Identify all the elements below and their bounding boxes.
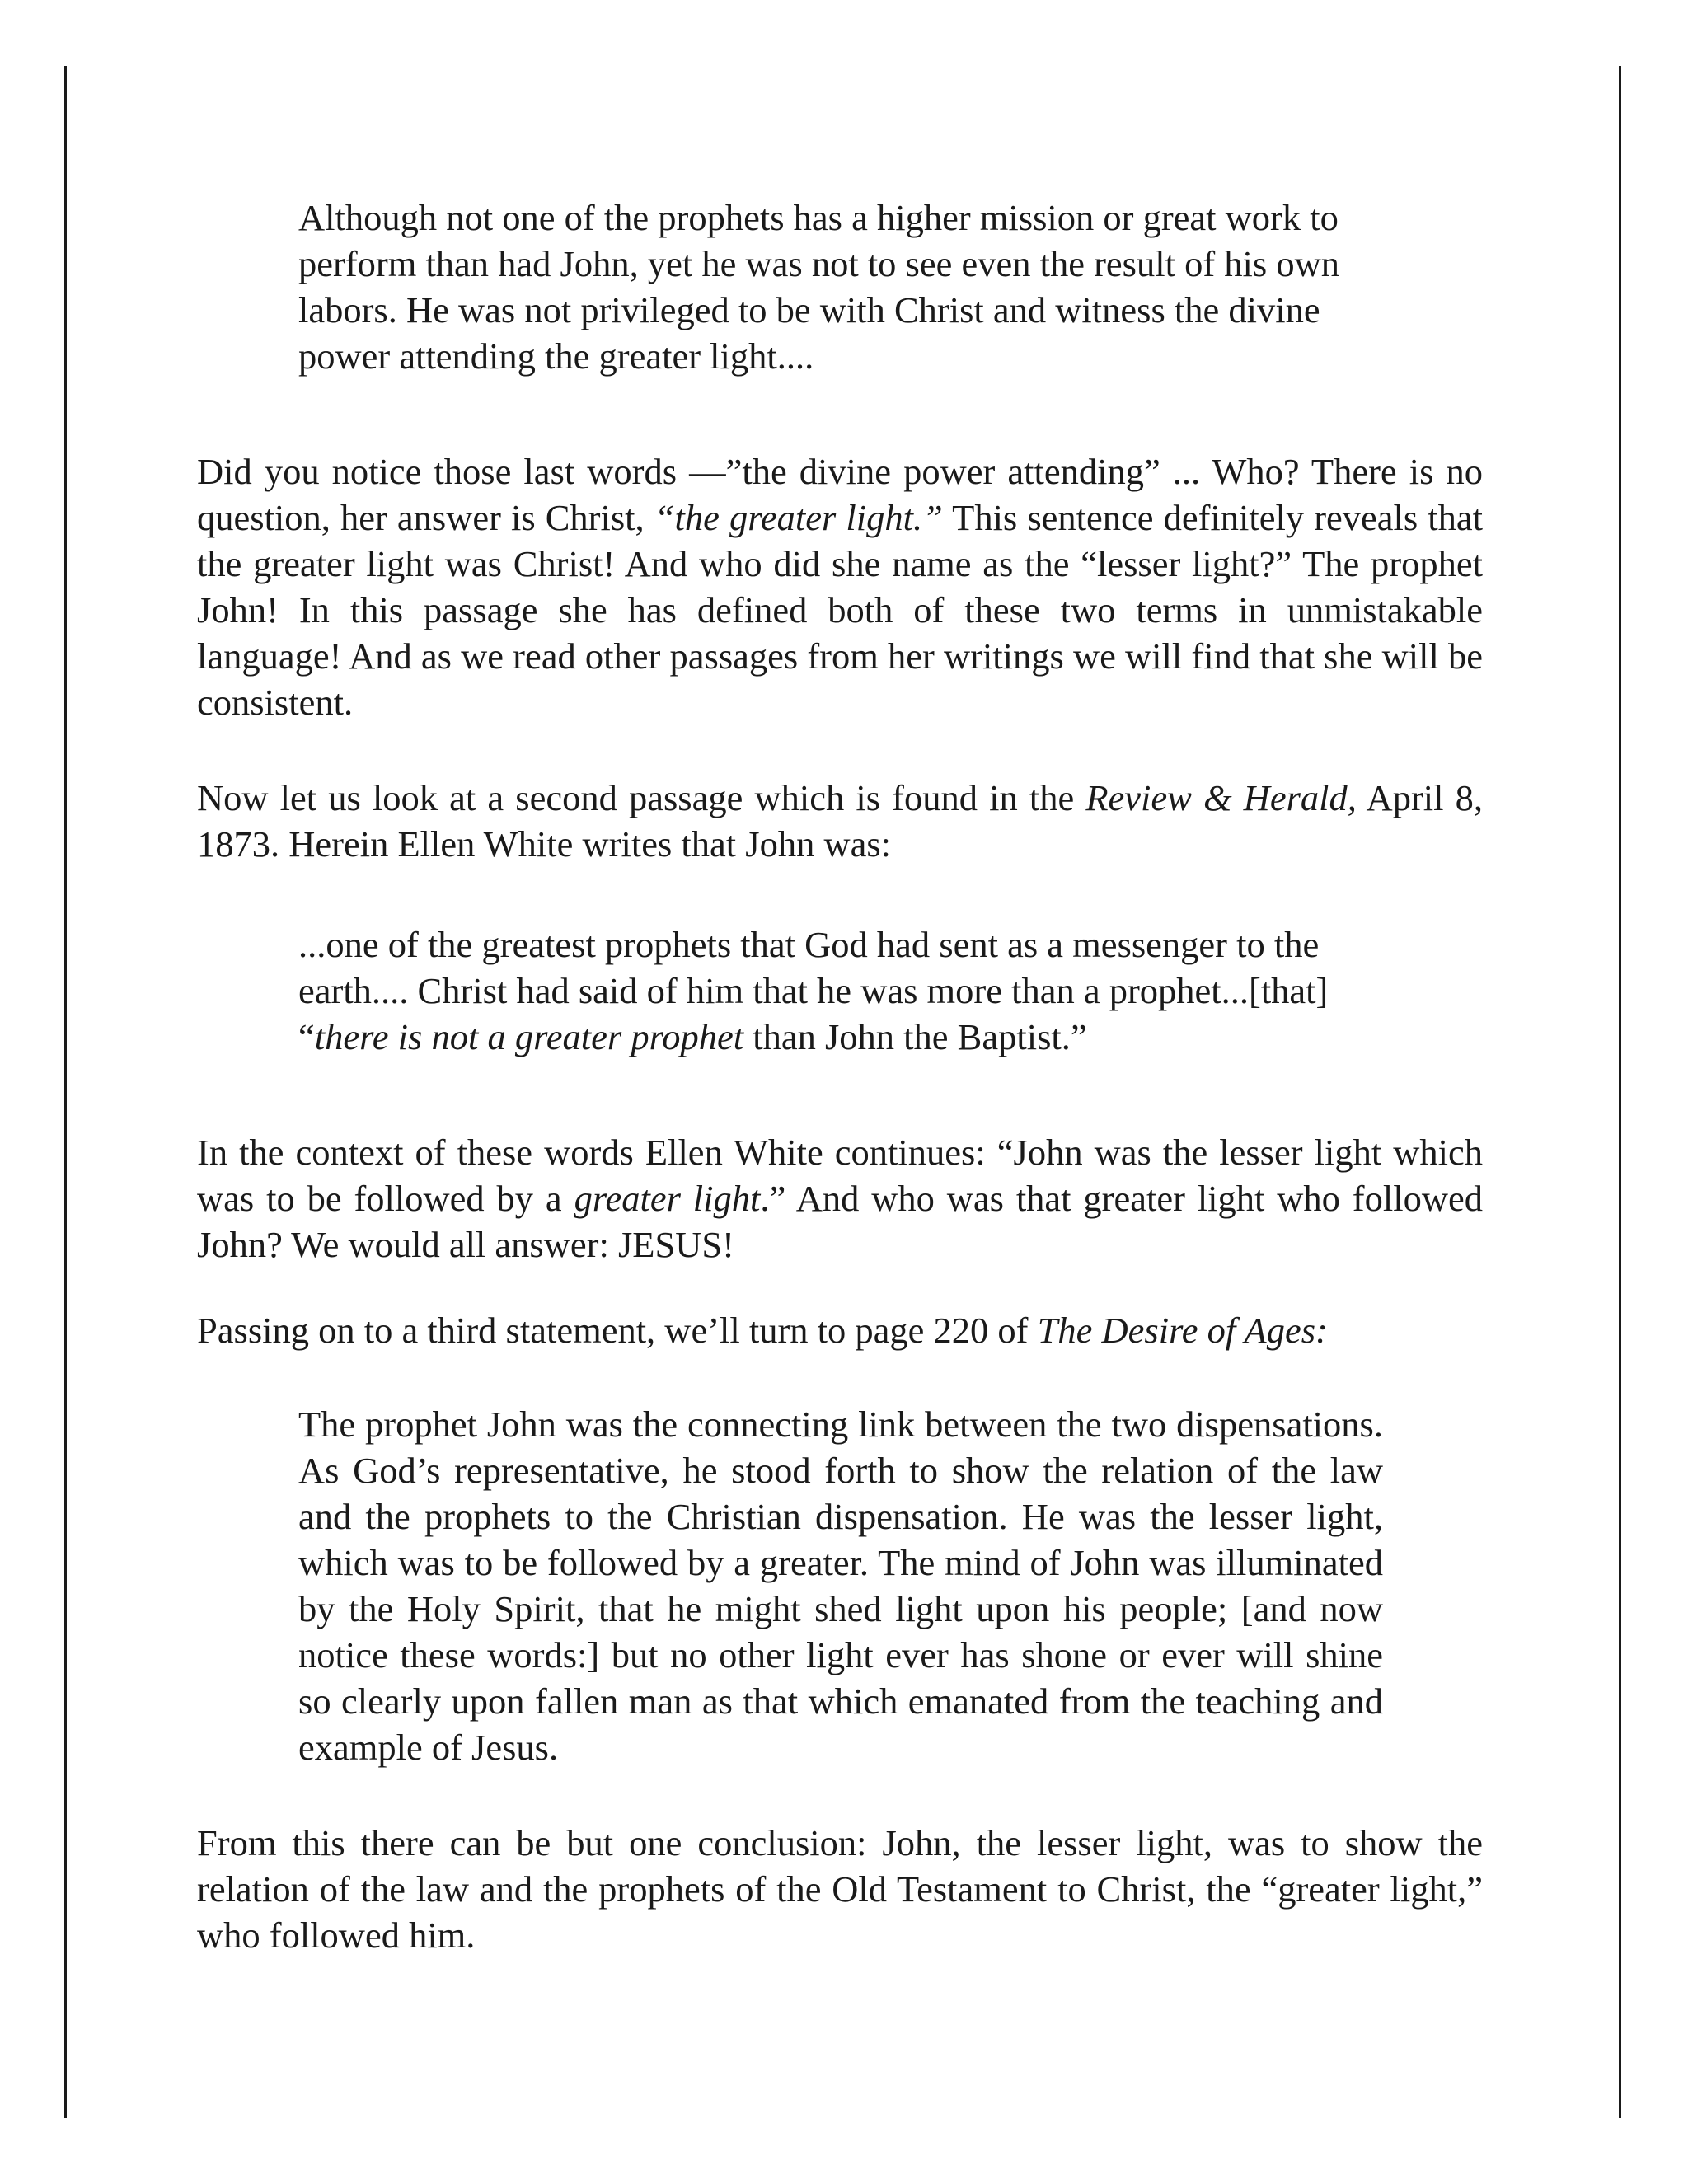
paragraph-3: [197, 1129, 1483, 1268]
block-quote-1: Although not one of the prophets has a higher mission or great work to perform than had John, yet he was not to see even the result of his own labors. He was not privileged to be with Christ and witness the divine power attending the greater light....: [298, 197, 1339, 377]
paragraph-2-text-after: April 8, 1873. Herein Ellen White writes that John was:: [197, 777, 1483, 865]
paragraph-3-text-before: In the context of these words Ellen White continues: “John was the lesser light which was to be followed by a: [197, 1132, 1483, 1219]
paragraph-1-italic: “the greater light.”: [654, 497, 943, 538]
paragraph-2: [197, 775, 1483, 867]
paragraph-3-italic: greater light: [574, 1178, 761, 1219]
paragraph-1: [197, 448, 1483, 725]
paragraph-1-text-after: This sentence definitely reveals that the greater light was Christ! And who did she name as the “lesser light?” The prophet John! In this passage she has defined both of these two terms in unmistakable language! And as we read other passages from her writings we will find that she will be consistent.: [197, 497, 1483, 723]
paragraph-5: From this there can be but one conclusion: John, the lesser light, was to show the relation of the law and the prophets of the Old Testament to Christ, the “greater light,” who followed him.: [197, 1822, 1483, 1956]
paragraph-4-italic: The Desire of Ages:: [1037, 1310, 1328, 1351]
paragraph-4-text-before: Passing on to a third statement, we’ll turn to page 220 of: [197, 1310, 1038, 1351]
block-quote-2: [298, 921, 1383, 1060]
block-quote-3: The prophet John was the connecting link between the two dispensations. As God’s representative, he stood forth to show the relation of the law and the prophets to the Christian dispensation. He was the lesser light, which was to be followed by a greater. The mind of John was illuminated by the Holy Spirit, that he might shed light upon his people; [and now notice these words:] but no other light ever has shone or ever will shine so clearly upon fallen man as that which emanated from the teaching and example of Jesus.: [298, 1404, 1383, 1768]
paragraph-3-text-after: .” And who was that greater light who followed John? We would all answer: JESUS!: [197, 1178, 1483, 1265]
paragraph-2-text-before: Now let us look at a second passage which is found in the: [197, 777, 1086, 818]
paragraph-1-text-before: Did you notice those last words —”the divine power attending” ... Who? There is no question, her answer is Christ,: [197, 451, 1483, 538]
right-margin-rule: [1619, 66, 1621, 2118]
left-margin-rule: [64, 66, 67, 2118]
paragraph-2-italic: Review & Herald,: [1085, 777, 1357, 818]
block-quote-2-text-after: than John the Baptist.”: [743, 1016, 1087, 1057]
block-quote-2-italic: there is not a greater prophet: [314, 1016, 744, 1057]
paragraph-4: [197, 1307, 1483, 1353]
block-quote-2-text-before: ...one of the greatest prophets that God had sent as a messenger to the earth.... Christ had said of him that he was more than a prophet...[that] “: [298, 924, 1329, 1057]
